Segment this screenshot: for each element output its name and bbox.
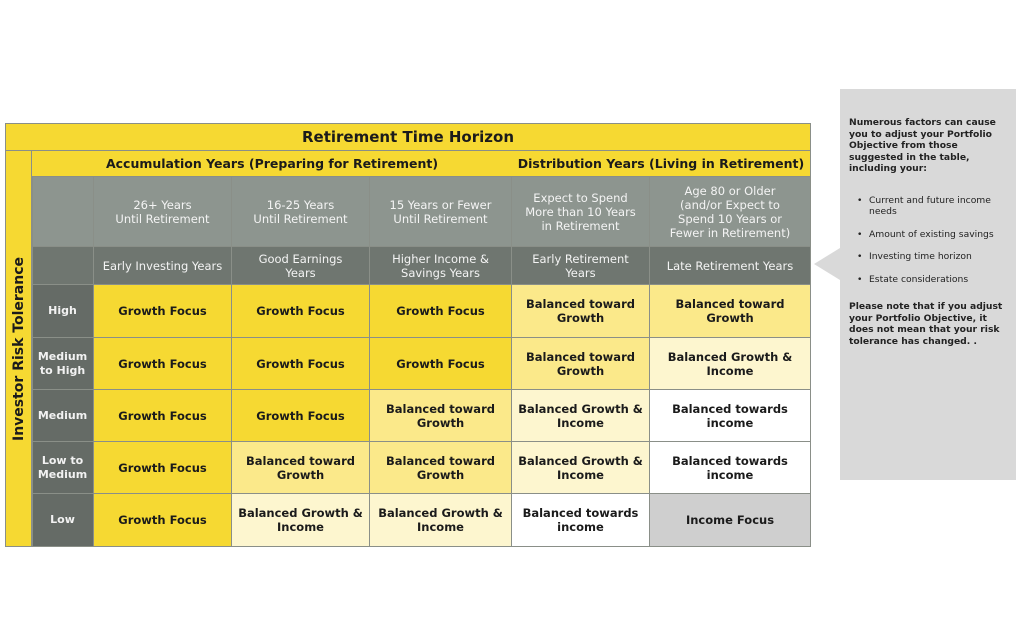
risk-level-label [32, 285, 94, 338]
allocation-cell [232, 442, 370, 494]
allocation-cell [650, 338, 811, 390]
corner-blank-top [32, 177, 94, 247]
risk-level-label [32, 338, 94, 390]
allocation-cell-text: Growth Focus [118, 408, 207, 423]
allocation-cell-text: Growth Focus [256, 304, 345, 318]
risk-level-label-text: Medium [37, 408, 88, 422]
accumulation-phase-header [32, 151, 512, 177]
stage-header [650, 247, 811, 285]
risk-level-label [32, 390, 94, 442]
allocation-cell-text: Growth Focus [256, 408, 345, 423]
allocation-cell-text: Balanced towards income [522, 506, 639, 534]
allocation-cell-text: Balanced Growth & Income [378, 506, 503, 534]
allocation-cell [650, 285, 811, 338]
allocation-cell [512, 285, 650, 338]
horizon-header-text: 16-25 Years Until Retirement [253, 197, 348, 226]
distribution-phase-header [512, 151, 811, 177]
distribution-phase-label: Distribution Years (Living in Retirement) [517, 156, 805, 171]
corner-blank-stage [32, 247, 94, 285]
horizon-header [370, 177, 512, 247]
allocation-cell-text: Income Focus [685, 513, 775, 527]
stage-header [232, 247, 370, 285]
allocation-cell [232, 494, 370, 547]
risk-tolerance-bar [5, 151, 32, 547]
horizon-header-text: Expect to Spend More than 10 Years in Retirement [525, 190, 636, 233]
allocation-cell [370, 390, 512, 442]
allocation-cell-text: Balanced Growth & Income [667, 349, 793, 378]
risk-level-label-text: High [48, 304, 77, 317]
allocation-cell-text: Growth Focus [118, 460, 207, 475]
allocation-cell-text: Growth Focus [118, 513, 207, 527]
allocation-cell-text: Balanced toward Growth [386, 401, 495, 430]
allocation-cell [370, 338, 512, 390]
allocation-cell-text: Growth Focus [256, 356, 345, 371]
stage-header-text: Good Earnings Years [258, 251, 343, 280]
allocation-cell-text: Balanced toward Growth [526, 297, 635, 325]
sidebar-pointer [814, 248, 840, 280]
allocation-cell-text: Growth Focus [396, 356, 485, 371]
allocation-cell [370, 442, 512, 494]
risk-level-label-text: Medium to High [37, 349, 88, 377]
allocation-cell-text: Balanced toward Growth [526, 349, 635, 378]
horizon-header [232, 177, 370, 247]
sidebar-bullet: • Current and future income needs [849, 195, 1013, 218]
horizon-header [512, 177, 650, 247]
sidebar-intro: Numerous factors can cause you to adjust your Portfolio Objective from those suggested in the table, including your: [849, 117, 996, 174]
page-title: Retirement Time Horizon [302, 128, 514, 146]
allocation-cell-text: Balanced towards income [672, 401, 788, 430]
allocation-cell-text: Balanced toward Growth [246, 453, 355, 482]
allocation-cell [232, 390, 370, 442]
title-bar [5, 123, 811, 151]
allocation-cell [512, 390, 650, 442]
sidebar-bullet: • Estate considerations [849, 274, 1013, 286]
horizon-header [94, 177, 232, 247]
allocation-cell [512, 442, 650, 494]
allocation-cell [370, 285, 512, 338]
allocation-cell [650, 390, 811, 442]
horizon-header [650, 177, 811, 247]
allocation-cell-text: Growth Focus [118, 356, 207, 371]
allocation-cell-text: Growth Focus [118, 304, 207, 318]
risk-level-label [32, 494, 94, 547]
allocation-cell-text: Balanced Growth & Income [238, 506, 363, 534]
allocation-cell [650, 494, 811, 547]
allocation-cell [94, 390, 232, 442]
horizon-header-text: 26+ Years Until Retirement [115, 197, 210, 226]
horizon-header-text: 15 Years or Fewer Until Retirement [389, 197, 492, 226]
allocation-cell [94, 442, 232, 494]
horizon-header-text: Age 80 or Older (and/or Expect to Spend 10 Years or Fewer in Retirement) [669, 183, 791, 240]
allocation-cell [232, 338, 370, 390]
accumulation-phase-label: Accumulation Years (Preparing for Retirement) [105, 156, 439, 171]
stage-header [94, 247, 232, 285]
stage-header-text: Late Retirement Years [666, 258, 794, 273]
allocation-cell-text: Balanced toward Growth [675, 297, 785, 325]
stage-header [370, 247, 512, 285]
allocation-cell-text: Growth Focus [396, 304, 485, 318]
sidebar-panel [840, 89, 1016, 480]
risk-level-label-text: Low to Medium [37, 453, 88, 481]
allocation-cell [232, 285, 370, 338]
sidebar-bullet: • Investing time horizon [849, 251, 1013, 263]
risk-level-label-text: Low [50, 513, 75, 526]
risk-tolerance-label: Investor Risk Tolerance [11, 256, 27, 442]
stage-header [512, 247, 650, 285]
allocation-cell-text: Balanced toward Growth [386, 453, 495, 482]
stage-header-text: Early Investing Years [102, 258, 223, 273]
allocation-cell-text: Balanced Growth & Income [518, 401, 643, 430]
allocation-cell [370, 494, 512, 547]
sidebar-bullet: • Amount of existing savings [849, 229, 1013, 241]
sidebar-note: Please note that if you adjust your Portfolio Objective, it does not mean that your risk tolerance has changed. . [849, 301, 1003, 347]
allocation-cell [94, 285, 232, 338]
allocation-cell [94, 338, 232, 390]
stage-header-text: Early Retirement Years [532, 251, 629, 280]
allocation-cell [650, 442, 811, 494]
allocation-cell-text: Balanced towards income [672, 453, 788, 482]
allocation-cell [512, 494, 650, 547]
allocation-cell [94, 494, 232, 547]
allocation-cell-text: Balanced Growth & Income [518, 453, 643, 482]
stage-header-text: Higher Income & Savings Years [392, 251, 489, 280]
grid-left-edge [32, 177, 33, 547]
risk-level-label [32, 442, 94, 494]
allocation-cell [512, 338, 650, 390]
